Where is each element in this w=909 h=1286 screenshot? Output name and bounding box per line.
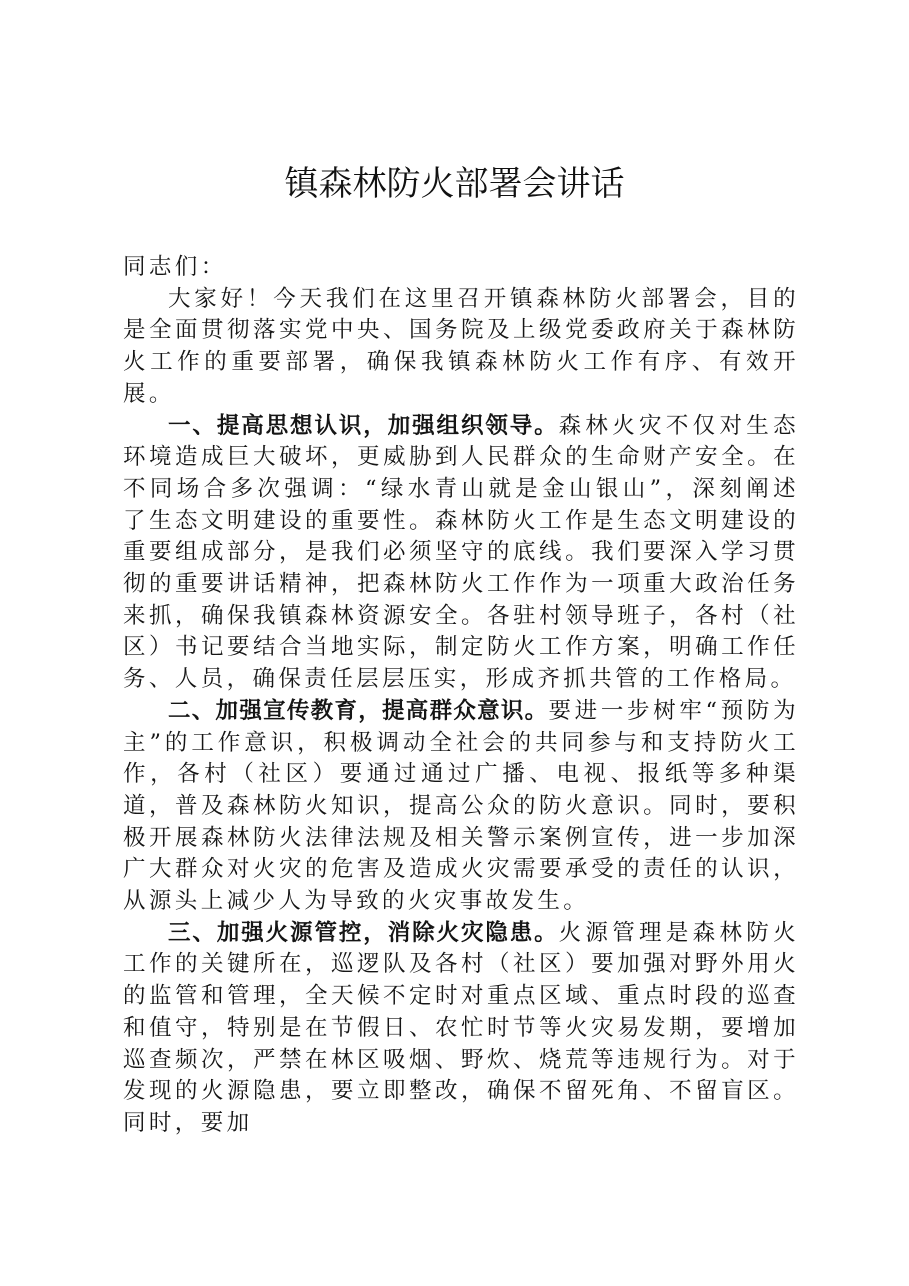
section-text-2: 要进一步树牢“预防为主”的工作意识，积极调动全社会的共同参与和支持防火工作，各村（社区）要通过通过广播、电视、报纸等多种渠道，普及森林防火知识，提高公众的防火意识。同时，要积极开展森林防火法律法规及相关警示案例宣传，进一步加深广大群众对火灾的危害及造成火灾需要承受的责任的认识，从源头上减少人为导致的火灾事故发生。 (123, 697, 799, 915)
section-paragraph-2 (123, 696, 799, 918)
section-heading-3: 三、加强火源管控，消除火灾隐患。 (168, 919, 559, 946)
greeting: 同志们： (123, 254, 227, 280)
section-heading-1: 一、提高思想认识，加强组织领导。 (168, 412, 559, 439)
section-heading-2: 二、加强宣传教育，提高群众意识。 (168, 697, 549, 724)
document-body (123, 252, 799, 1140)
section-paragraph-1 (123, 411, 799, 696)
section-text-1: 森林火灾不仅对生态环境造成巨大破坏，更威胁到人民群众的生命财产安全。在不同场合多次强调：“绿水青山就是金山银山”，深刻阐述了生态文明建设的重要性。森林防火工作是生态文明建设的重要组成部分，是我们必须坚守的底线。我们要深入学习贯彻的重要讲话精神，把森林防火工作作为一项重大政治任务来抓，确保我镇森林资源安全。各驻村领导班子，各村（社区）书记要结合当地实际，制定防火工作方案，明确工作任务、人员，确保责任层层压实，形成齐抓共管的工作格局。 (123, 412, 799, 693)
intro-paragraph: 大家好！今天我们在这里召开镇森林防火部署会，目的是全面贯彻落实党中央、国务院及上级党委政府关于森林防火工作的重要部署，确保我镇森林防火工作有序、有效开展。 (123, 285, 799, 407)
section-text-3: 火源管理是森林防火工作的关键所在，巡逻队及各村（社区）要加强对野外用火的监管和管理，全天候不定时对重点区域、重点时段的巡查和值守，特别是在节假日、农忙时节等火灾易发期，要增加巡查频次，严禁在林区吸烟、野炊、烧荒等违规行为。对于发现的火源隐患，要立即整改，确保不留死角、不留盲区。同时，要加 (123, 919, 799, 1136)
section-paragraph-3 (123, 918, 799, 1140)
document-title: 镇森林防火部署会讲话 (284, 164, 625, 204)
